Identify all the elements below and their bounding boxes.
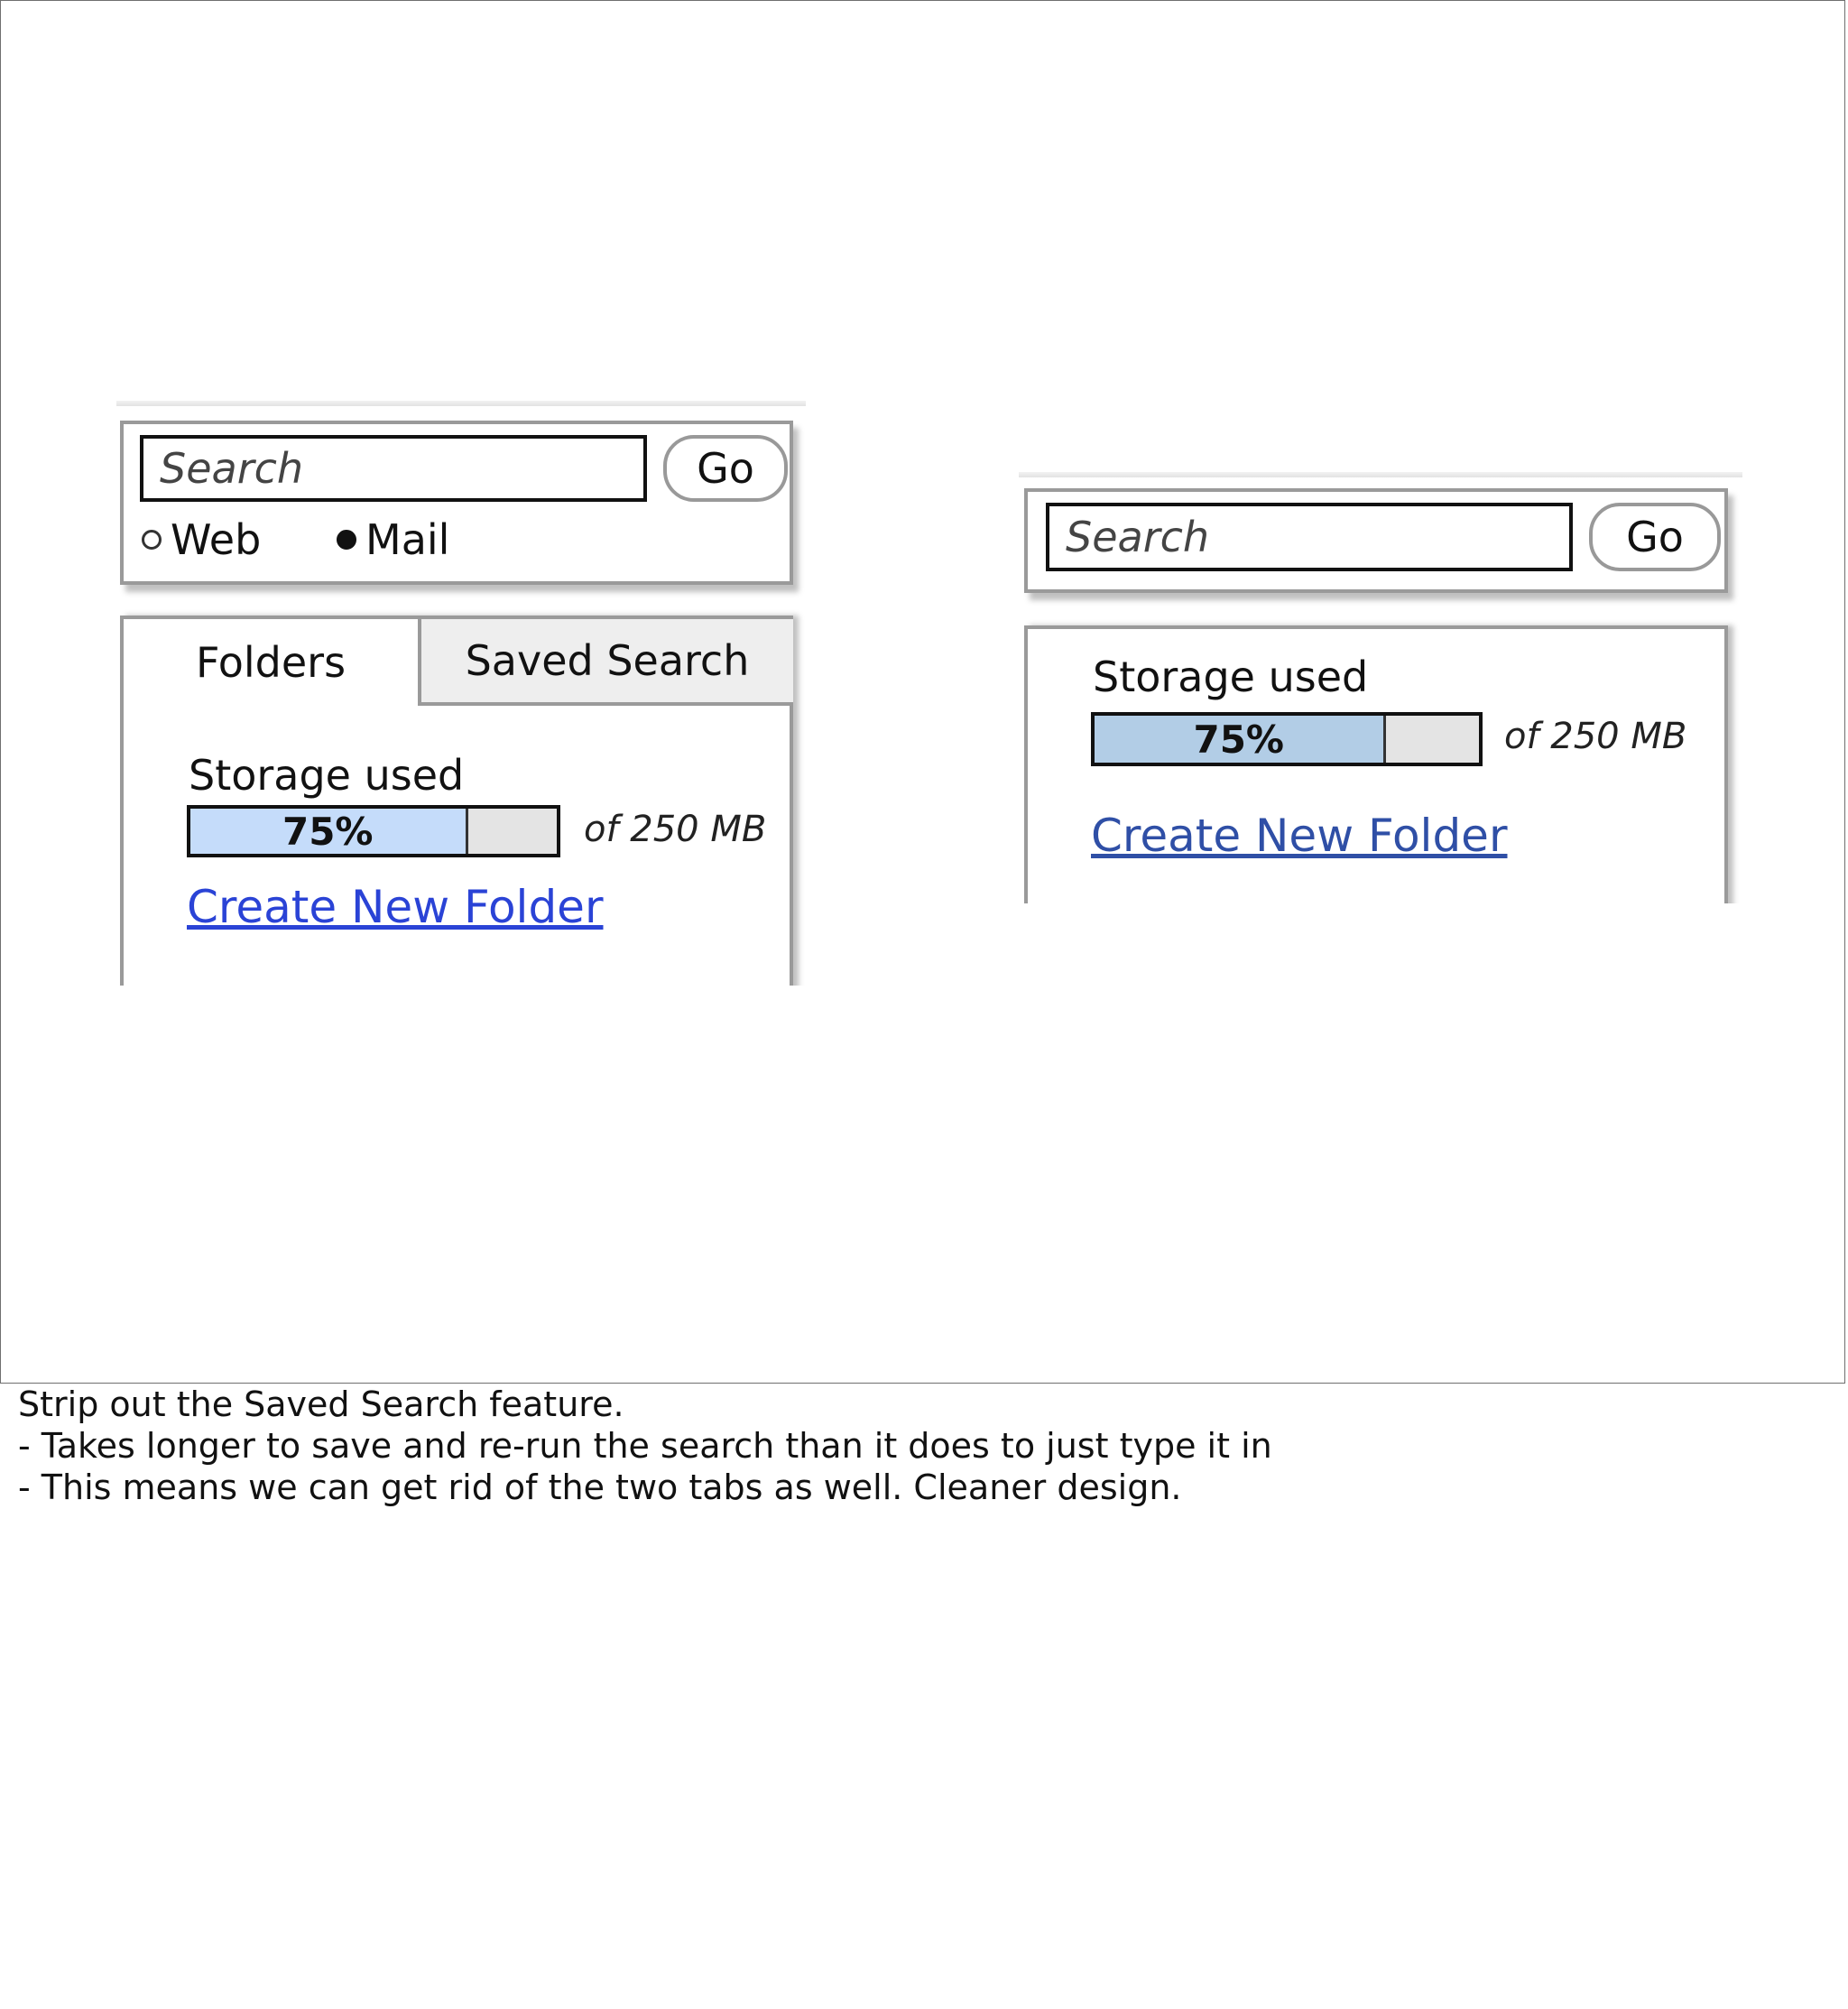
radio-checked-icon (337, 530, 356, 550)
note-line: - This means we can get rid of the two tabs as well. Cleaner design. (18, 1467, 1182, 1507)
mockup-after (1019, 472, 1742, 903)
tab-folders[interactable] (124, 619, 418, 706)
storage-label: Storage used (189, 751, 465, 800)
go-button[interactable]: Go (1589, 503, 1721, 571)
tab-saved-search-label: Saved Search (465, 636, 750, 685)
storage-progress-bar (187, 805, 560, 857)
radio-unchecked-icon (142, 530, 162, 550)
storage-percent: 75% (1193, 717, 1285, 762)
search-panel (120, 421, 793, 585)
radio-mail-label: Mail (365, 515, 450, 564)
create-new-folder-link[interactable]: Create New Folder (187, 881, 604, 933)
radio-web-label: Web (171, 515, 262, 564)
mockup-before (116, 401, 806, 986)
search-scope-radios (142, 514, 773, 565)
go-button[interactable]: Go (663, 435, 788, 502)
speaker-notes (18, 1384, 1272, 1508)
note-line: - Takes longer to save and re-run the search than it does to just type it in (18, 1426, 1272, 1466)
storage-panel (1024, 625, 1728, 903)
storage-total: of 250 MB (584, 809, 767, 850)
folders-panel (120, 616, 793, 986)
divider-line (116, 401, 806, 406)
search-panel (1024, 488, 1728, 593)
storage-percent: 75% (282, 809, 374, 854)
storage-total: of 250 MB (1504, 716, 1687, 757)
divider-line (1019, 472, 1742, 477)
tab-folders-label: Folders (195, 638, 346, 687)
create-new-folder-link[interactable]: Create New Folder (1091, 810, 1508, 862)
tab-saved-search[interactable] (418, 619, 793, 706)
radio-web[interactable] (142, 514, 261, 565)
note-line: Strip out the Saved Search feature. (18, 1384, 624, 1424)
storage-progress-bar (1091, 712, 1483, 766)
radio-mail[interactable] (337, 514, 449, 565)
storage-label: Storage used (1093, 653, 1369, 701)
search-input[interactable] (1046, 503, 1573, 571)
search-input[interactable] (140, 435, 647, 502)
